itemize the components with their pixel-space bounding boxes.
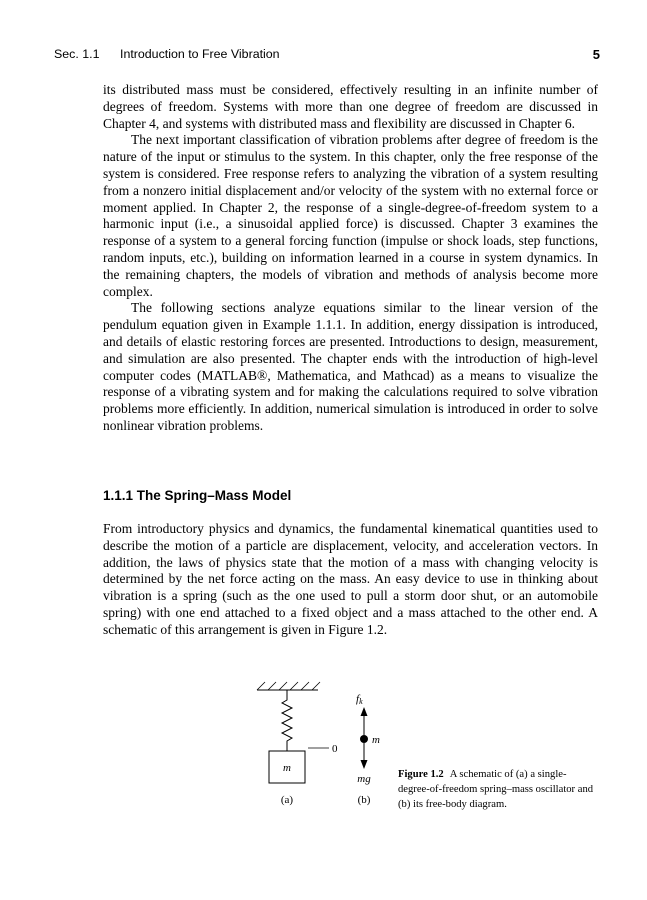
zero-label: 0 bbox=[332, 743, 338, 755]
figure-number: Figure 1.2 bbox=[398, 769, 444, 780]
caption-text: A schematic of (a) a single-degree-of-freedom spring–mass oscillator and (b) its free-body diagram. bbox=[398, 769, 594, 810]
weight-arrowhead bbox=[361, 760, 368, 769]
label-b: (b) bbox=[357, 794, 371, 806]
section-number: Sec. 1.1 bbox=[54, 47, 100, 61]
running-header bbox=[54, 47, 600, 63]
chapter-section-title: Introduction to Free Vibration bbox=[120, 47, 280, 61]
label-a: (a) bbox=[280, 794, 294, 806]
weight-label: mg bbox=[357, 773, 371, 785]
spring-mass-figure bbox=[250, 680, 400, 810]
spring bbox=[282, 690, 292, 751]
point-mass bbox=[360, 735, 368, 743]
paragraph: its distributed mass must be considered, effectively resulting in an infinite number of degrees of freedom. Systems with more than one degree of freedom are discussed in Chapter 4, and systems with distributed mass and flexibility are discussed in Chapter 6. bbox=[103, 82, 598, 131]
paragraph: The following sections analyze equations similar to the linear version of the pendulum equation given in Example 1.1.1. In addition, energy dissipation is introduced, and details of elastic restoring forces are presented. Introductions to design, measurement, and simulation are also presented. The chapter ends with the introduction of high-level computer codes (MATLAB®, Mathematica, and Mathcad) as a means to visualize the response of a vibrating system and for making the calculations required to solve vibration problems more efficiently. In addition, numerical simulation is introduced in order to solve nonlinear vibration problems. bbox=[103, 300, 598, 433]
subsection-text-block bbox=[103, 521, 598, 639]
fixed-support bbox=[257, 682, 320, 690]
point-mass-label: m bbox=[372, 734, 380, 746]
paragraph: The next important classification of vibration problems after degree of freedom is the nature of the input or stimulus to the system. In this chapter, only the free response of the system is considered. Free response refers to analyzing the vibration of a system resulting from a nonzero initial displacement and/or velocity of the system with no external force or moment applied. In Chapter 2, the response of a single-degree-of-freedom system to a harmonic input (i.e., a sinusoidal applied force) is discussed. Chapter 3 examines the response of a system to a general forcing function (impulse or shock loads, step functions, random inputs, etc.), building on information learned in a course in system dynamics. In the remaining chapters, the models of vibration and methods of analysis become more complex. bbox=[103, 132, 598, 299]
spring-force-label: fk bbox=[356, 693, 363, 706]
mass-label: m bbox=[283, 762, 291, 774]
paragraph: From introductory physics and dynamics, the fundamental kinematical quantities used to describe the motion of a particle are displacement, velocity, and acceleration vectors. In addition, the laws of physics state that the motion of a mass with changing velocity is determined by the net force acting on the mass. An easy device to use in thinking about vibration is a spring (such as the one used to pull a storm door shut, or an automobile spring) with one end attached to a fixed object and a mass attached to the other end. A schematic of this arrangement is given in Figure 1.2. bbox=[103, 521, 598, 637]
page-number: 5 bbox=[592, 47, 600, 62]
spring-force-arrowhead bbox=[361, 707, 368, 716]
subsection-heading: 1.1.1 The Spring–Mass Model bbox=[103, 488, 292, 503]
figure-caption bbox=[398, 767, 598, 812]
intro-text-block bbox=[103, 82, 598, 435]
